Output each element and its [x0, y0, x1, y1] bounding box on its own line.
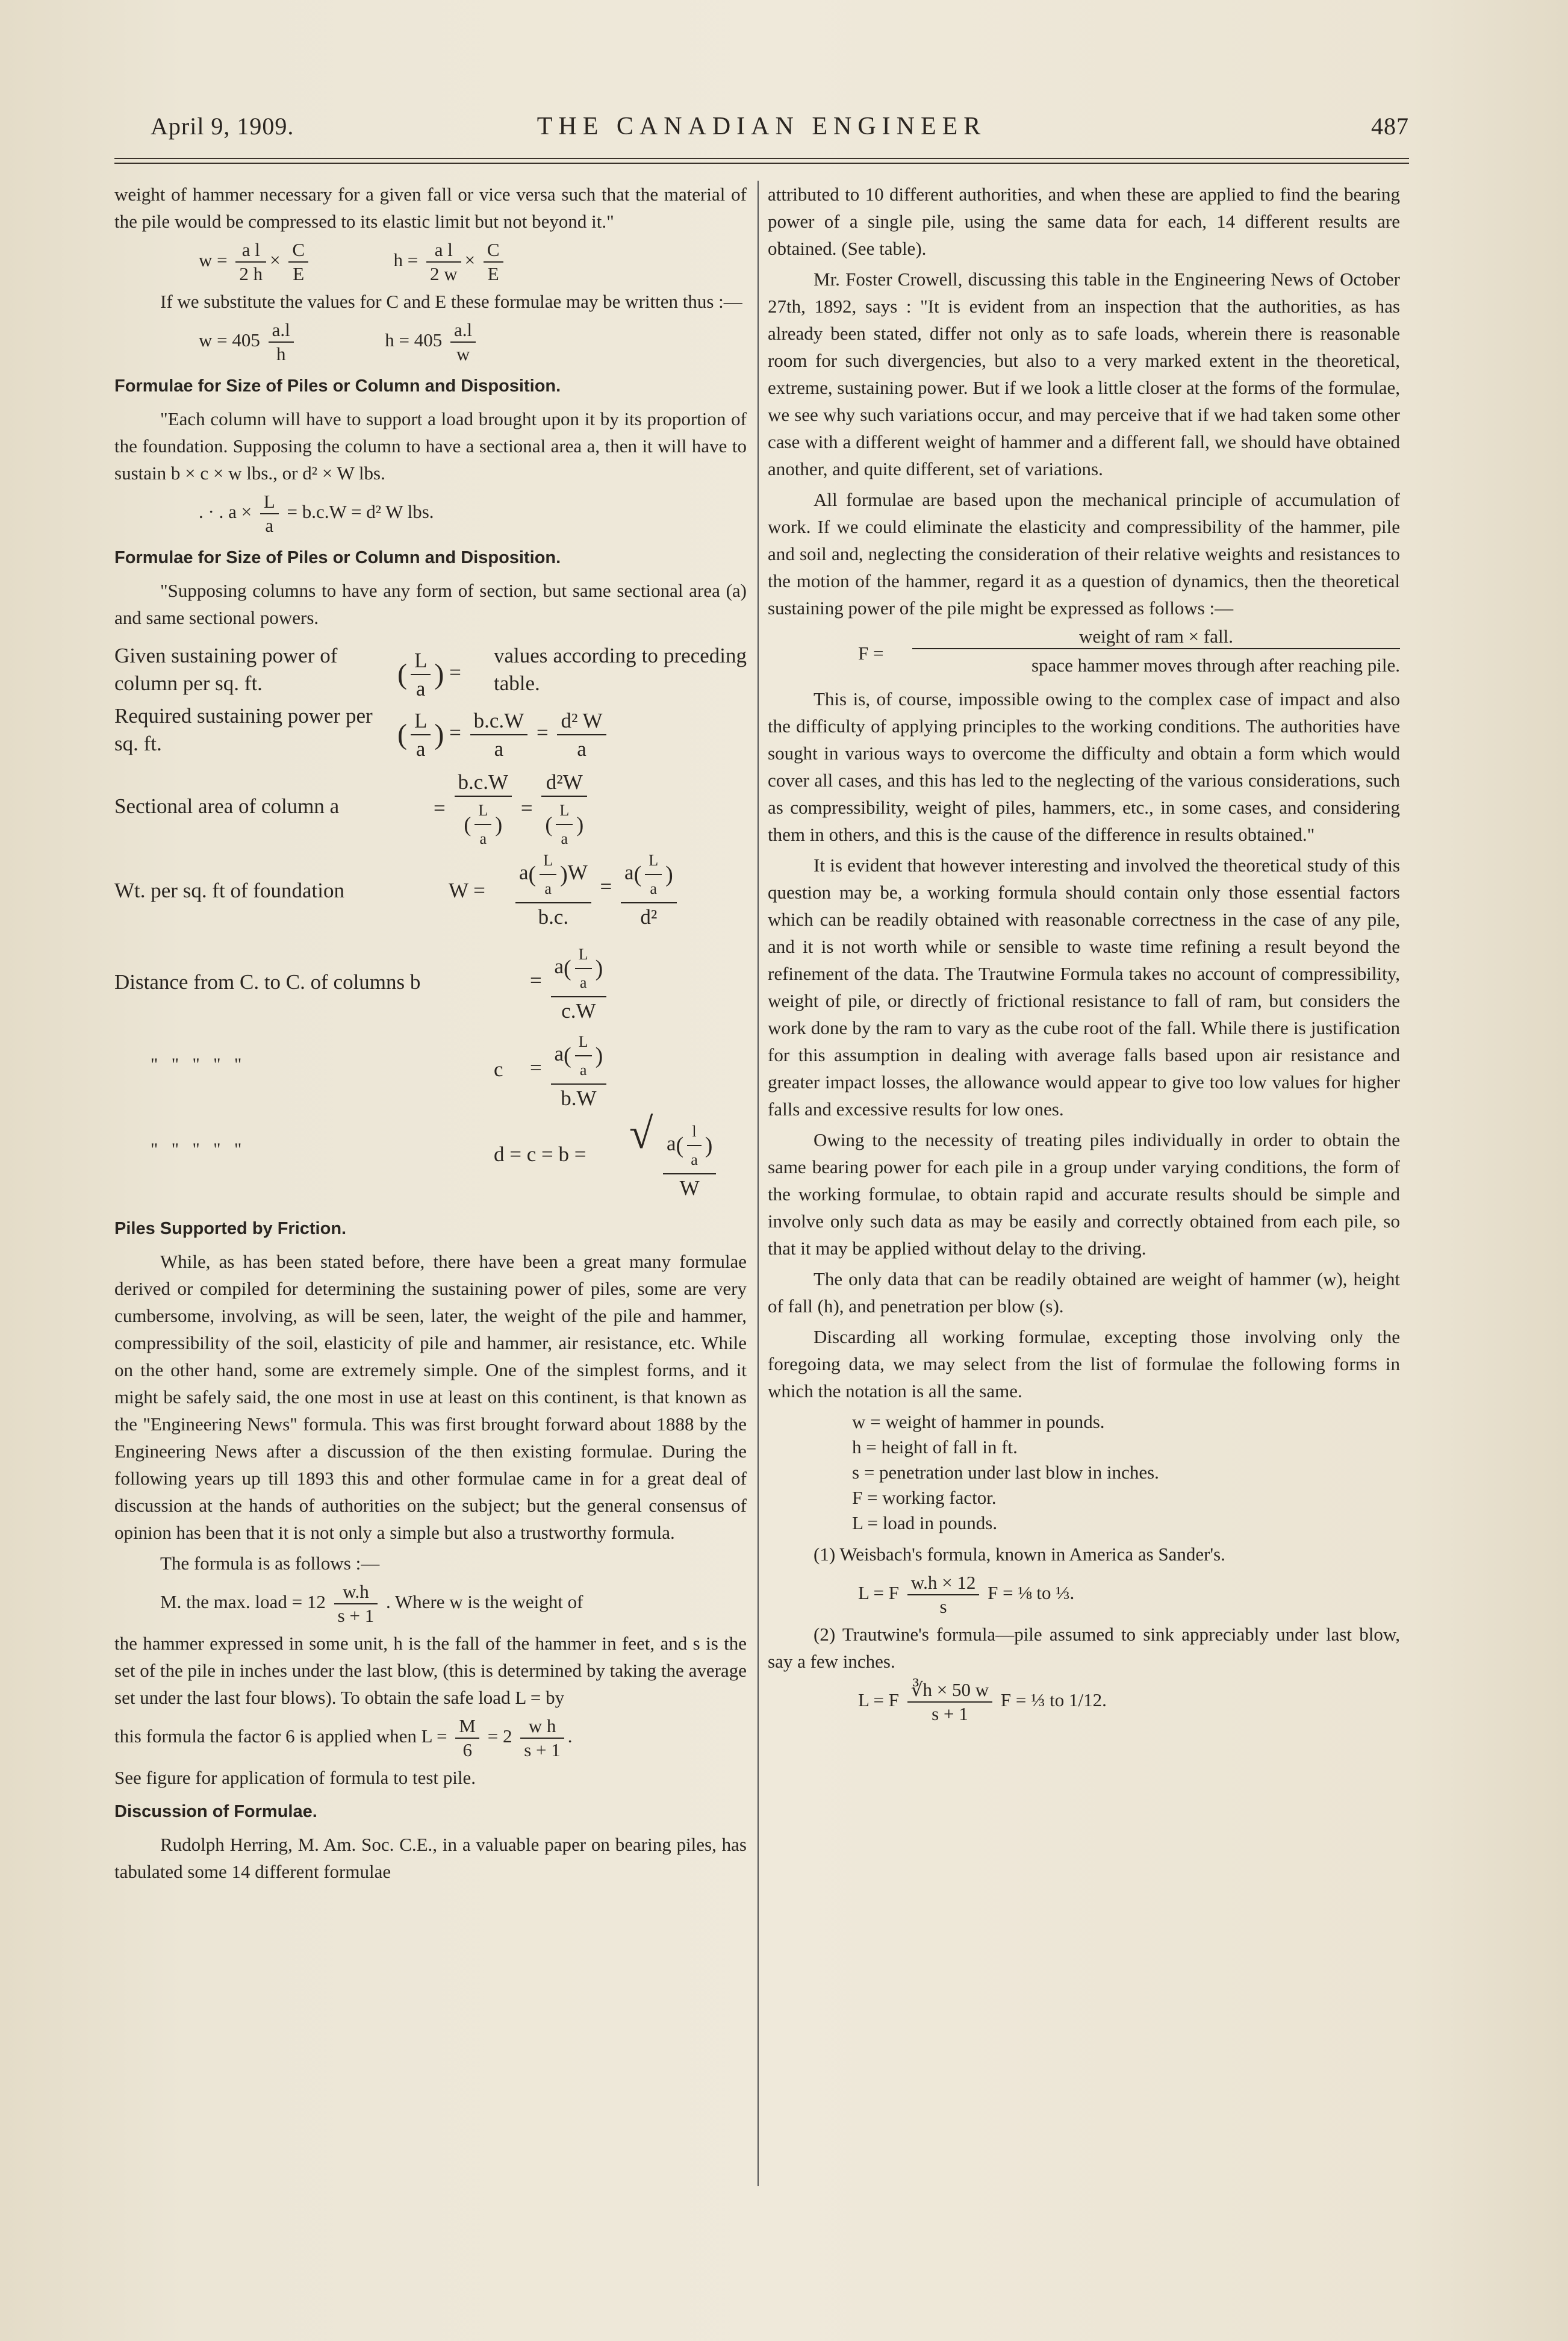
formula-label: Given sustaining power of column per sq. ft.: [114, 644, 338, 695]
denominator: W: [679, 1176, 700, 1200]
equation-load: [199, 490, 747, 537]
denominator: a: [494, 737, 504, 761]
numerator: d²W: [541, 768, 587, 797]
numerator: L: [411, 647, 431, 675]
denominator: s + 1: [524, 1739, 561, 1760]
ditto-marks: " " " " ": [151, 1055, 242, 1074]
numerator: l: [687, 1118, 702, 1146]
numerator: a.l: [269, 319, 294, 343]
numerator: a( $\frac{L}{a}$ ): [551, 941, 607, 997]
equation-w-h: w = $\frac{\text{a l}}{2 h}$ × $\frac{C}{E}$ h = $\frac{\text{a l}}{2 w}$ × $\frac{C}{E}$: [199, 238, 747, 285]
equation-trautwine: [858, 1679, 1400, 1725]
eq-text: . · . a ×: [199, 501, 252, 523]
formula-given-power: [114, 642, 747, 702]
formula-distance-b: [114, 937, 747, 1024]
formula-rhs: [659, 1118, 720, 1202]
section-heading: Formulae for Size of Piles or Column and Disposition.: [114, 376, 561, 396]
paragraph: attributed to 10 different authorities, and when these are applied to find the bearing power of a single pile, using the same data for each, 14 different results are obtained. (See table).: [768, 184, 1400, 259]
fraction: [288, 238, 308, 285]
formula-label: c: [494, 1058, 503, 1081]
denominator: w: [456, 343, 470, 364]
numerator: w h: [520, 1715, 564, 1739]
numerator: w.h × 12: [907, 1571, 980, 1595]
formula-sectional-area: [114, 762, 747, 847]
denominator: b.c.: [538, 905, 569, 929]
equation-weisbach: [858, 1571, 1400, 1618]
denominator: a: [579, 974, 587, 991]
right-column: [768, 181, 1400, 1728]
denominator: s + 1: [337, 1605, 375, 1626]
section-heading: Piles Supported by Friction.: [114, 1219, 347, 1238]
paragraph: the hammer expressed in some unit, h is the fall of the hammer in feet, and s is the set of the pile in inches under the last blow, (this is determined by taking the average set under the last four blows). To obtain the safe load L = by: [114, 1633, 747, 1708]
fraction: ( $\frac{L}{a}$ ) = $\frac{b.c.W}{a}$ = $\frac{\text{d² W}}{a}$: [397, 707, 610, 762]
eq-text: F = ⅛ to ⅓.: [988, 1582, 1075, 1604]
denominator: 2 w: [430, 263, 458, 284]
denominator: c.W: [561, 999, 596, 1023]
equation-max-load: [160, 1580, 747, 1627]
formula-distance-c: [114, 1024, 747, 1112]
numerator: a.l: [450, 319, 476, 343]
numerator: b.c.W: [470, 707, 528, 735]
denominator: s + 1: [932, 1703, 968, 1724]
fraction: [907, 1679, 992, 1725]
eq-text: L = F: [858, 1689, 900, 1711]
notation-list: [852, 1409, 1400, 1536]
numerator: L: [575, 941, 592, 969]
paragraph: While, as has been stated before, there have been a great many formulae derived or compiled for determining the sustaining power of piles, some are very cumbersome, involving, as will be seen, later, the weight of the pile and hammer, compressibility of the soil, elasticity of pile and hammer, air resistance, etc. While on the other hand, some are extremely simple. One of the simplest forms, and it might be safely said, the one most in use at least on this continent, is that known as the "Engineering News" formula. This was first brought forward about 1888 by the Engineering News after a discussion of the then existing formulae. During the following years up till 1893 this and other formulae came in for a great deal of discussion at the hands of authorities on the subject; but the general consensus of opinion has been that it is not only a simple but also a trustworthy formula.: [114, 1251, 747, 1543]
formula-rhs: = a( $\frac{L}{a}$ ) b.W: [530, 1028, 610, 1112]
journal-title: THE CANADIAN ENGINEER: [537, 113, 987, 140]
denominator: 6: [462, 1739, 472, 1760]
denominator: a: [544, 880, 552, 897]
fraction: ( $\frac{L}{a}$ ) =: [397, 647, 461, 702]
section-heading: Discussion of Formulae.: [114, 1802, 317, 1821]
var: a: [519, 861, 529, 885]
fraction: [484, 238, 503, 285]
paragraph: The formula is as follows :—: [160, 1553, 380, 1574]
numerator: L: [411, 707, 431, 735]
denominator: a: [479, 830, 487, 847]
var: a: [624, 861, 634, 885]
fraction: [269, 319, 294, 366]
var: a: [554, 1042, 564, 1066]
formula-rhs: = a( $\frac{L}{a}$ ) c.W: [530, 941, 610, 1024]
numerator: L: [540, 847, 556, 875]
eq-label: w = 405: [199, 329, 260, 351]
page-header: [114, 112, 1409, 148]
paragraph: It is evident that however interesting and involved the theoretical study of this question may be, a working formula should contain only those essential factors which can be readily obtained with reasonable correctness in the case of any pile, and it is not worth while or sensible to waste time refining a result beyond the refinement of the data. The Trautwine Formula takes no account of compressibility, weight of pile, or directly of frictional resistance to fall of ram, but considers the work done by the ram to vary as the cube root of the fall. While there is justification for this assumption in dealing with average falls based upon air resistance and greater impact losses, the allowance would appear to give too low values for higher falls and excessive results for low ones.: [768, 855, 1400, 1120]
denominator: a: [561, 830, 568, 847]
denominator: d²: [640, 905, 658, 929]
numerator: L: [474, 797, 491, 825]
numerator: a( $\frac{L}{a}$ ): [551, 1028, 607, 1085]
page-number: 487: [1371, 113, 1409, 140]
eq-text: = b.c.W = d² W lbs.: [287, 501, 434, 523]
formula-label: Wt. per sq. ft of foundation: [114, 879, 344, 902]
numerator: C: [288, 238, 308, 263]
sqrt-sign-icon: √: [629, 1109, 653, 1158]
eq-text: . Where w is the weight of: [385, 1591, 583, 1613]
denominator: h: [276, 343, 286, 364]
paragraph: See figure for application of formula to test pile.: [114, 1767, 476, 1788]
eq-text: this formula the factor 6 is applied when L =: [114, 1725, 447, 1747]
var: a: [667, 1132, 676, 1156]
eq-text: F =: [858, 643, 884, 664]
equation-theoretical-F: [768, 625, 1400, 683]
paragraph: (2) Trautwine's formula—pile assumed to sink appreciably under last blow, say a few inches.: [768, 1624, 1400, 1672]
numerator: w.h: [334, 1580, 378, 1604]
fraction: [907, 1571, 980, 1618]
formula-label: Required sustaining power per sq. ft.: [114, 704, 373, 755]
header-date: April 9, 1909.: [151, 113, 294, 140]
numerator: b.c.W: [455, 768, 512, 797]
denominator: a: [691, 1151, 698, 1168]
formula-rhs: a( $\frac{L}{a}$ )W b.c. = a( $\frac{L}{a}$ ) d²: [512, 847, 680, 930]
denominator: b.W: [561, 1086, 597, 1110]
denominator: ( $\frac{L}{a}$ ): [541, 797, 587, 852]
numerator: C: [484, 238, 503, 263]
paragraph: This is, of course, impossible owing to the complex case of impact and also the difficulty of applying principles to the working conditions. The authorities have sought in various ways to overcome the difficulty and obtain a form which would cover all cases, and this has led to the neglecting of the various considerations, such as compressibility, weight of piles, hammers, etc., in some cases, and considering them in others, and this is the cause of the difference in results obtained.": [768, 688, 1400, 845]
left-column: [114, 181, 747, 1889]
list-item: L = load in pounds.: [852, 1512, 998, 1533]
numerator: M: [455, 1715, 479, 1739]
header-rule-double: [114, 163, 1409, 164]
numerator: L: [260, 490, 279, 514]
list-item: w = weight of hammer in pounds.: [852, 1411, 1105, 1432]
denominator: a: [579, 1061, 587, 1079]
ditto-marks: " " " " ": [151, 1139, 242, 1159]
numerator: L: [556, 797, 573, 825]
column-divider: [758, 181, 759, 2186]
eq-label: w =: [199, 249, 228, 271]
fraction: [520, 1715, 564, 1762]
var: a: [554, 955, 564, 979]
numerator: d² W: [557, 707, 606, 735]
paragraph: Rudolph Herring, M. Am. Soc. C.E., in a valuable paper on bearing piles, has tabulated some 14 different formulae: [114, 1834, 747, 1882]
numerator: a( $\frac{L}{a}$ )W: [515, 847, 591, 903]
denominator: a: [577, 737, 586, 761]
fraction: [450, 319, 476, 366]
list-item: F = working factor.: [852, 1487, 997, 1508]
denominator: E: [487, 263, 499, 284]
denominator: a: [415, 737, 426, 761]
formula-distance-d: [114, 1109, 747, 1208]
numerator: L: [645, 847, 662, 875]
fraction: [455, 1715, 479, 1762]
denominator: space hammer moves through after reaching pile.: [1031, 655, 1400, 676]
numerator: weight of ram × fall.: [912, 625, 1400, 649]
paragraph: Owing to the necessity of treating piles individually in order to obtain the same bearing power for each pile in a group under varying conditions, the form of the working formulae, to obtain rapid and accurate results should be simple and involve only such data as may be easily and correctly obtained from each pile, so that it may be applied without delay to the driving.: [768, 1129, 1400, 1259]
eq-label: h = 405: [385, 329, 443, 351]
denominator: ( $\frac{L}{a}$ ): [455, 797, 512, 852]
formula-label: d = c = b =: [494, 1142, 586, 1166]
eq-label: h =: [393, 249, 418, 271]
formula-label: W =: [449, 879, 485, 902]
section-heading: Formulae for Size of Piles or Column and Disposition.: [114, 548, 561, 567]
numerator: a( $\frac{L}{a}$ ): [621, 847, 677, 903]
equation-safe-load: this formula the factor 6 is applied when L = $\frac{M}{6}$ = 2 $\frac{\text{w h}}{s + 1}$ .: [114, 1715, 573, 1760]
paragraph: All formulae are based upon the mechanical principle of accumulation of work. If we could eliminate the elasticity and compressibility of the hammer, pile and soil and, neglecting the consideration of their relative weights and resistances to the motion of the hammer, regard it as a question of dynamics, then the theoretical sustaining power of the pile might be expressed as follows :—: [768, 489, 1400, 619]
denominator: s: [939, 1596, 947, 1617]
paragraph: "Each column will have to support a load brought upon it by its proportion of the foundation. Supposing the column to have a sectional area a, then it will have to sustain b × c × w lbs., or d² × W lbs.: [114, 408, 747, 484]
numerator: ∛h × 50 w: [907, 1679, 992, 1703]
denominator: 2 h: [239, 263, 263, 284]
formula-rhs: = b.c.W ( $\frac{L}{a}$ ) = d²W ( $\frac{L}{a}$ ): [434, 768, 591, 852]
numerator: a( $\frac{l}{a}$ ): [663, 1118, 716, 1174]
denominator: a: [415, 677, 426, 700]
formula-weight-foundation: [114, 847, 747, 937]
eq-text: F = ⅓ to 1/12.: [1000, 1689, 1107, 1711]
formula-label: Sectional area of column a: [114, 794, 340, 818]
numerator: a l: [426, 238, 461, 263]
list-item: h = height of fall in ft.: [852, 1436, 1018, 1457]
eq-text: L = F: [858, 1582, 900, 1604]
formula-required-power: [114, 702, 747, 762]
equation-405: [199, 319, 747, 366]
fraction: [260, 490, 279, 537]
fraction: [235, 238, 266, 285]
paragraph: weight of hammer necessary for a given fall or vice versa such that the material of the pile would be compressed to its elastic limit but not beyond it.": [114, 184, 747, 232]
fraction: [334, 1580, 378, 1627]
numerator: L: [575, 1028, 592, 1056]
numerator: a l: [235, 238, 266, 263]
paragraph: (1) Weisbach's formula, known in America as Sander's.: [814, 1544, 1225, 1565]
paragraph: Discarding all working formulae, excepting those involving only the foregoing data, we may select from the list of formulae the following forms in which the notation is all the same.: [768, 1326, 1400, 1401]
eq-text: M. the max. load = 12: [160, 1591, 326, 1613]
paragraph: If we substitute the values for C and E these formulae may be written thus :—: [160, 291, 742, 312]
paragraph: "Supposing columns to have any form of section, but same sectional area (a) and same sectional powers.: [114, 580, 747, 628]
formula-label: Distance from C. to C. of columns b: [114, 970, 421, 994]
list-item: s = penetration under last blow in inches.: [852, 1462, 1159, 1483]
fraction: [426, 238, 461, 285]
eq-text: = 2: [487, 1725, 512, 1747]
paragraph: The only data that can be readily obtained are weight of hammer (w), height of fall (h), and penetration per blow (s).: [768, 1268, 1400, 1317]
denominator: a: [265, 515, 274, 536]
denominator: a: [650, 880, 657, 897]
formula-rhs: values according to preceding table.: [494, 644, 747, 695]
paragraph: Mr. Foster Crowell, discussing this table in the Engineering News of October 27th, 1892, says : "It is evident from an inspection that the authorities, as has already been stated, differ not only as to safe loads, wherein there is reasonable room for such divergencies, but also to a very marked extent in the theoretical, extreme, sustaining power. But if we look a little closer at the forms of the formulae, we see why such variations occur, and may perceive that if we had taken some other case with a different weight of hammer and a different fall, we should have obtained another, and quite different, set of variations.: [768, 269, 1400, 479]
denominator: E: [293, 263, 305, 284]
header-rule: [114, 158, 1409, 159]
